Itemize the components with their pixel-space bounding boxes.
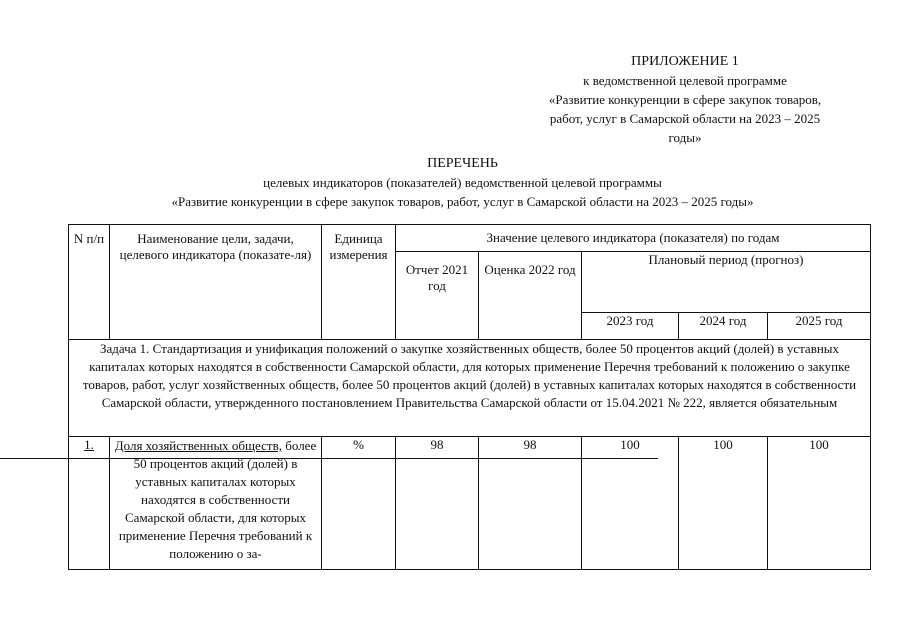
appendix-line: к ведомственной целевой программе bbox=[583, 73, 787, 88]
table-row bbox=[69, 437, 871, 570]
header-year: 2025 год bbox=[768, 313, 871, 340]
document-heading bbox=[60, 154, 865, 211]
row-num-text: 1. bbox=[84, 437, 94, 452]
row-2024: 100 bbox=[679, 437, 768, 570]
task-row bbox=[69, 340, 871, 437]
appendix-block bbox=[505, 52, 865, 147]
row-unit: % bbox=[322, 437, 396, 570]
appendix-line: работ, услуг в Самарской области на 2023 – 2025 bbox=[549, 111, 821, 126]
header-report: Отчет 2021 год bbox=[396, 252, 479, 340]
heading-title: ПЕРЕЧЕНЬ bbox=[427, 156, 498, 171]
header-year: 2023 год bbox=[582, 313, 679, 340]
header-name: Наименование цели, задачи, целевого индикатора (показате-ля) bbox=[110, 225, 322, 340]
header-year: 2024 год bbox=[679, 313, 768, 340]
row-estimate: 98 bbox=[479, 437, 582, 570]
heading-line: целевых индикаторов (показателей) ведомственной целевой программы bbox=[263, 175, 662, 190]
row-name-rest: более 50 процентов акций (долей) в уставных капиталах которых находятся в собственности Самарской области, для которых применение Перечня требований к положению о за- bbox=[118, 438, 317, 561]
header-estimate: Оценка 2022 год bbox=[479, 252, 582, 340]
row-name-first-line: Доля хозяйственных обществ, bbox=[114, 438, 282, 453]
indicators-table bbox=[68, 224, 871, 570]
header-num: N п/п bbox=[69, 225, 110, 340]
row-2023: 100 bbox=[582, 437, 679, 570]
appendix-line: «Развитие конкуренции в сфере закупок товаров, bbox=[548, 92, 822, 107]
header-plan: Плановый период (прогноз) bbox=[582, 252, 871, 313]
row-2025: 100 bbox=[768, 437, 871, 570]
table-header-row bbox=[69, 225, 871, 252]
row-report: 98 bbox=[396, 437, 479, 570]
header-unit: Единица измерения bbox=[322, 225, 396, 340]
appendix-line: годы» bbox=[668, 130, 702, 145]
page-separator-line bbox=[0, 458, 658, 459]
task-text: Задача 1. Стандартизация и унификация положений о закупке хозяйственных обществ, более 50 процентов акций (долей) в уставных капиталах которых находятся в собственности Самарской области, для которых применение Перечня требований к положению о закупке товаров, работ, услуг хозяйственных обществ, более 50 процентов акций (долей) в уставных капиталах которых находятся в собственности Самарской области, утвержденного постановлением Правительства Самарской области от 15.04.2021 № 222, является обязательным bbox=[69, 340, 871, 437]
heading-line: «Развитие конкуренции в сфере закупок товаров, работ, услуг в Самарской области на 2023 – 2025 годы» bbox=[171, 194, 754, 209]
appendix-title: ПРИЛОЖЕНИЕ 1 bbox=[631, 54, 739, 69]
header-values: Значение целевого индикатора (показателя) по годам bbox=[396, 225, 871, 252]
row-name bbox=[110, 437, 322, 570]
row-num bbox=[69, 437, 110, 570]
